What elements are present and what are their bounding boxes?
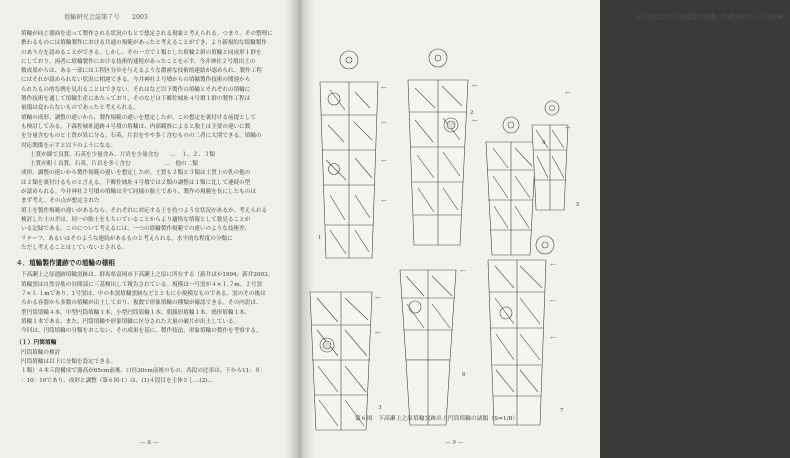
text-line: のあり方を認めることができる。しかし、その一方で１類とした埴輪２群の埴輪と同成形１群を <box>21 49 262 56</box>
text-line: まず考え、その点が想定された <box>21 198 100 205</box>
text-line: 円筒埴輪は以下に分類を設定できる。 <box>21 359 117 366</box>
section-title: ４．埴輪製作遺跡での埴輪の様相 <box>16 259 115 268</box>
left-body-text <box>16 30 282 386</box>
text-line: 量環は変わらないものであったと考えられる。 <box>21 105 139 112</box>
text-line: ：10：10であり、成形と調整（第６図-1）は、(1)４段目を主体とし...(2)... <box>21 377 213 384</box>
left-page <box>0 0 300 458</box>
haniwa-drawing-3 <box>310 292 372 430</box>
subsection-title: （１）円筒埴輪 <box>16 339 57 346</box>
text-line: を分量含むものと土質が異に分る。石英、片岩をやや多く含むものの二者に大別できる。埴輪の <box>21 133 262 140</box>
arrow-marker: ← <box>565 89 571 97</box>
right-running-header: 上毛野における埴輪製作組織の基礎的研究（山田俊輔） <box>635 14 790 21</box>
arrow-marker: ← <box>381 157 387 165</box>
right-page-number: — 9 — <box>445 440 464 446</box>
figure-number-5: 5 <box>576 202 580 208</box>
haniwa-drawing-7 <box>488 236 554 425</box>
text-line: が認められる。今井神社２号墳の埴輪は全て同様の胎土であり、製作の規範を長にしたものは <box>21 189 256 196</box>
text-line: 土質が粗く良質、石英、片岩を多く含む … 他の二類 <box>30 161 198 168</box>
left-running-header: 埴輪研究会誌第７号 2003 <box>64 14 148 21</box>
haniwa-drawing-5 <box>532 101 568 210</box>
text-line: は２類を裏付けるものと言える。下郷佐城址４号墳では２類の調整は１類に比して連続の型 <box>21 179 251 186</box>
text-line: ただし考えることはしていないとされる。 <box>21 244 128 251</box>
text-line: 数成果からは、ある一部には工程区分歩を与えるような濃密な技術的連絡が認められ、製作工程 <box>21 68 262 75</box>
figure-number-2: 2 <box>470 110 474 116</box>
figure-number-6: 6 <box>462 372 466 378</box>
figure-number-7: 7 <box>560 408 564 414</box>
text-line: 今回は、円筒埴輪の分類をおこない、その成果を基に、製作技法、形象埴輪の製作を考察する。 <box>21 328 262 335</box>
arrow-marker: ← <box>472 117 478 125</box>
arrow-marker: ← <box>472 82 478 90</box>
text-line: いる記録である。このについて考えるには、一つの埴輪製作規範での違いのような技術差、 <box>21 226 251 233</box>
text-line: も検討してみる。下森佐城址遺跡４号墳の埴輪は、内部観察によると胎土は主要の違いに数 <box>21 123 251 130</box>
text-line: 対応関係を示すと以下のようになる。 <box>21 142 117 149</box>
figure-caption: 第６図 下高瀬上之原埴輪窯跡出土円筒埴輪の諸類（S=1/8） <box>355 416 519 422</box>
text-line: られたもの的な例を見出ることはできない。それはなど以下製作の埴輪とそれぞれの埴輪に <box>21 86 251 93</box>
text-line: にはそれが認められない状況に相違できる。今井神社２号墳からの埴輪製作技術の関連から <box>21 77 251 84</box>
figure-number-1: 1 <box>318 235 322 241</box>
arrow-marker: ← <box>550 297 556 305</box>
paragraph-block-1 <box>16 30 282 151</box>
text-line: ろかる容器から多数の埴輪が出土しており、複数で形象埴輪の種類が確認できる。その内訳は、 <box>21 300 262 307</box>
arrow-marker: ← <box>460 267 466 275</box>
left-page-number: — 8 — <box>140 440 159 446</box>
text-line: にしており、両者に埴輪製作における技術的連続があったことを示す。今井神社２号墳出土の <box>21 58 256 65</box>
text-line: 埴土を製作規範の違いがあるなら、それぞれに対応する土を持つような状況があるか。考えられる <box>21 207 268 214</box>
soil-list <box>16 151 282 170</box>
haniwa-drawing-2 <box>408 49 468 245</box>
haniwa-figure-drawings <box>300 30 600 430</box>
text-line: 下高瀬上之原遺跡埴輪窯跡は、群馬県富岡市下高瀬上之原に所在する（新井ほか1994；新井2003。 <box>21 272 274 279</box>
arrow-marker: ← <box>565 124 571 132</box>
text-line: 埴輪が同じ器面を追って製作される状況のもとで想定される現象と考えられる。つまり、その整理に <box>21 31 273 37</box>
text-line: 埴輪１本である。また、円筒埴輪や形象埴輪に区分された大量の破片が出土している。 <box>21 318 240 325</box>
arrow-marker: ← <box>550 261 556 269</box>
text-line: 型円筒埴輪４本、中型円筒埴輪１本、小型円筒埴輪１本、朝顔形埴輪１本、鶏形埴輪１本、 <box>21 309 251 316</box>
text-line: 検討した土の差は、同一の胎土をもちいていることからより適格な情報として数見ることが <box>21 216 251 223</box>
text-line: ７×１.１mであり、1号窯は、中の本窯埴輪窯跡などとともに小規模なものである。窯のその後は <box>21 291 266 298</box>
paragraph-block-4 <box>16 349 282 386</box>
haniwa-drawing-6 <box>400 270 456 425</box>
text-line: １類）４本５段構成で器高が65cm前後、口径30cm前後のもの。各段の比率は、下から11：８： <box>21 368 266 375</box>
text-line: 埴輪の成形、調整の違いから、製作規範の違いを想定したが、この想定を裏付ける前提として <box>21 114 256 121</box>
figure-number-4: 4 <box>542 140 546 146</box>
text-line: 成形、調整の違いから製作規範の違いを想定したが、土質も２類と３類は土質上の乳の他の <box>21 170 251 177</box>
arrow-marker: ← <box>550 334 556 342</box>
text-line: 携わるものには埴輪製作における共通の規範があったと考えることができ、より新規的な埴輪製作 <box>21 40 267 47</box>
text-line: 埴輪窯は自然谷筋の谷間部に三基検出して報告されている。規模は一号窯が４×１.７m、２号窯 <box>21 281 263 288</box>
arrow-marker: ← <box>375 294 381 302</box>
text-line: 円筒埴輪の検討 <box>21 349 61 356</box>
paragraph-block-3 <box>16 271 282 336</box>
text-line: 製作技術を通して埴輪生産にあたっており、そのなどは下郷佐城址４号墳１群の製作工程は <box>21 96 251 103</box>
arrow-marker: ← <box>381 84 387 92</box>
haniwa-drawing-1 <box>320 51 378 258</box>
haniwa-drawing-4 <box>486 117 536 255</box>
paragraph-block-2 <box>16 169 282 253</box>
text-line: リテーフ、あるいはそのような連続があるものと考えられる。水平的な程度の分類に <box>21 235 233 242</box>
text-line: 土質が細で良質、石英を少量含み、片岩を少量含む … １、２、３類 <box>30 151 215 158</box>
arrow-marker: ← <box>375 329 381 337</box>
arrow-marker: ← <box>381 197 387 205</box>
figure-number-3: 3 <box>378 405 382 411</box>
arrow-marker: ← <box>381 119 387 127</box>
